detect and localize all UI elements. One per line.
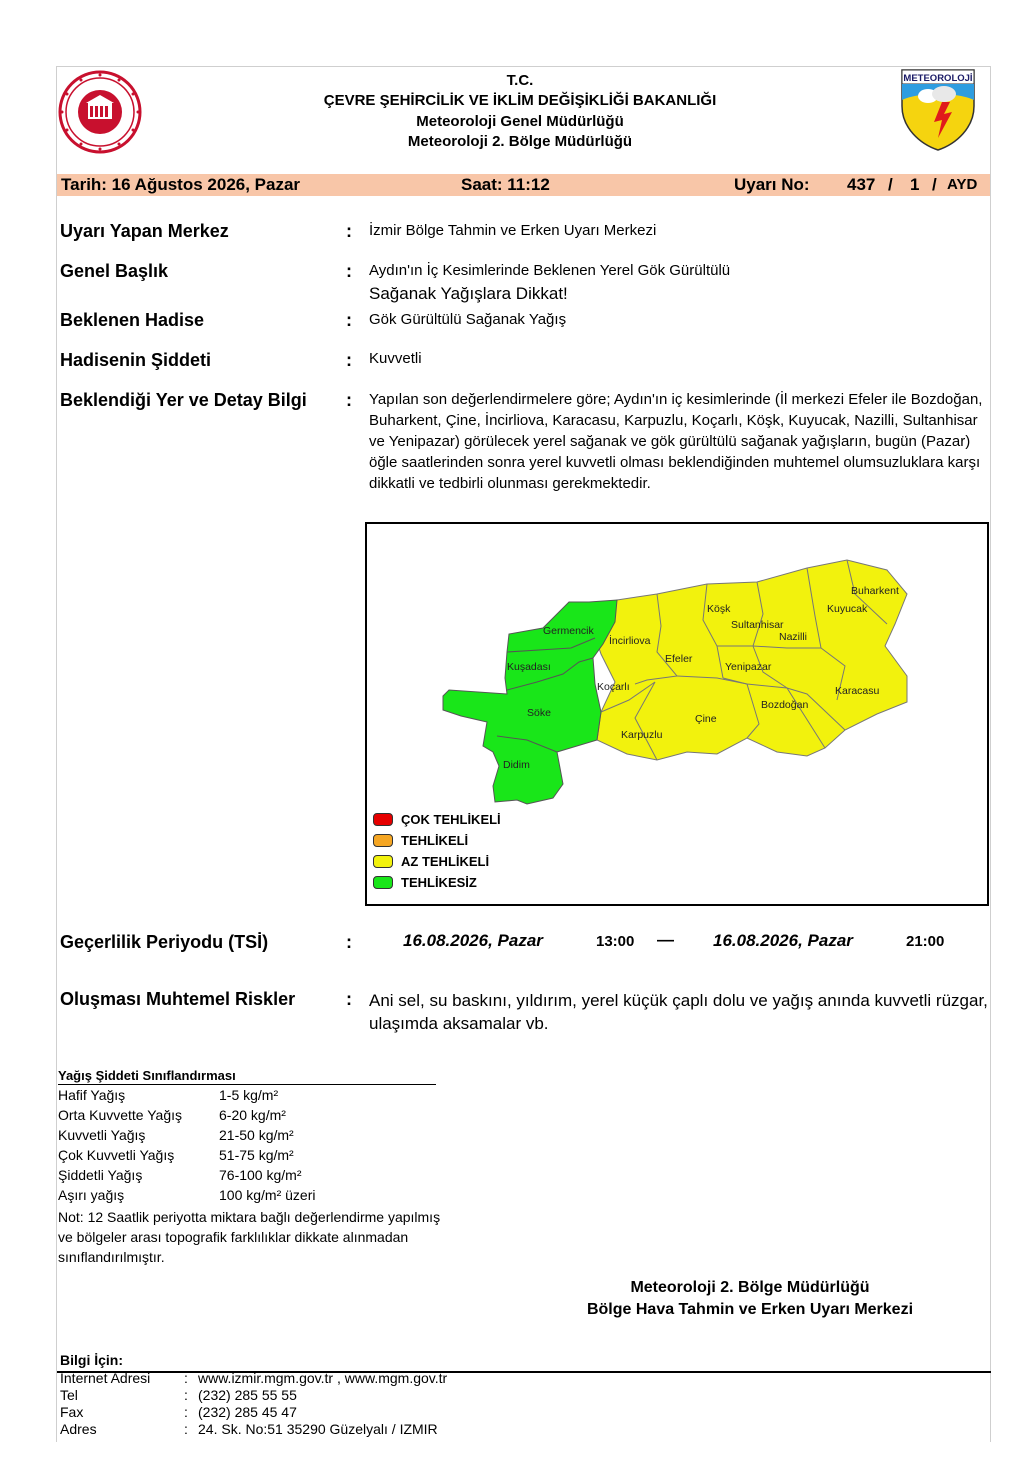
legend-label: TEHLİKELİ (401, 833, 469, 848)
header-directorate: Meteoroloji Genel Müdürlüğü (416, 113, 624, 130)
info-label: Internet Adresi (60, 1370, 151, 1386)
colon: : (346, 221, 352, 241)
district-incirliova: İncirliova (609, 635, 651, 647)
classification-name: Çok Kuvvetli Yağış (58, 1147, 175, 1163)
legend-no-danger (373, 875, 477, 890)
header-ministry: ÇEVRE ŞEHİRCİLİK VE İKLİM DEĞİŞİKLİĞİ BAKANLIĞI (323, 92, 717, 109)
meteoroloji-shield-logo (898, 66, 978, 152)
info-label: Tel (60, 1387, 78, 1403)
info-website[interactable]: www.izmir.mgm.gov.tr , www.mgm.gov.tr (198, 1370, 448, 1386)
warning-map (365, 522, 989, 906)
warning-no-label: Uyarı No: (734, 175, 810, 194)
validity-label: Geçerlilik Periyodu (TSİ) (60, 932, 269, 952)
district-karacasu: Karacasu (835, 685, 880, 697)
district-germencik: Germencik (543, 625, 594, 637)
colon: : (346, 390, 352, 410)
event-value: Gök Gürültülü Sağanak Yağış (369, 311, 567, 328)
page-frame-right (990, 66, 991, 1442)
info-address: 24. Sk. No:51 35290 Güzelyalı / IZMIR (198, 1421, 438, 1437)
info-colon: : (184, 1370, 188, 1386)
risks-label: Oluşması Muhtemel Riskler (60, 989, 296, 1009)
classification-name: Şiddetli Yağış (58, 1167, 143, 1183)
info-colon: : (184, 1421, 188, 1437)
legend-label: TEHLİKESİZ (401, 875, 477, 890)
legend-very-dangerous (373, 812, 501, 827)
district-didim: Didim (503, 759, 530, 771)
ministry-seal-logo (54, 70, 146, 154)
warning-number: 437 (847, 175, 876, 194)
classification-title: Yağış Şiddeti Sınıflandırması (58, 1068, 436, 1085)
district-buharkent: Buharkent (851, 585, 899, 597)
center-label: Uyarı Yapan Merkez (60, 221, 229, 241)
title-value-line1: Aydın'ın İç Kesimlerinde Beklenen Yerel Gök Gürültülü (369, 262, 731, 279)
district-soke: Söke (527, 707, 551, 719)
colon: : (346, 989, 352, 1009)
warning-code: AYD (947, 176, 978, 193)
classification-note: Not: 12 Saatlik periyotta miktara bağlı değerlendirme yapılmış ve bölgeler arası topografik farklılıklar dikkate alınmadan sınıflandırılmıştır. (58, 1209, 441, 1265)
event-label: Beklenen Hadise (60, 310, 205, 330)
info-fax: (232) 285 45 47 (198, 1404, 297, 1420)
legend-dangerous (373, 833, 468, 848)
classification-value: 1-5 kg/m² (219, 1087, 279, 1103)
header-tc: T.C. (506, 72, 534, 89)
severity-label: Hadisenin Şiddeti (60, 350, 212, 370)
district-cine: Çine (695, 713, 717, 725)
info-phone: (232) 285 55 55 (198, 1387, 297, 1403)
title-value-line2: Sağanak Yağışlara Dikkat! (369, 284, 568, 303)
district-kocarli: Koçarlı (597, 681, 630, 693)
district-bozdogan: Bozdoğan (761, 699, 809, 711)
severity-value: Kuvvetli (369, 350, 422, 367)
title-label: Genel Başlık (60, 261, 169, 281)
classification-value: 76-100 kg/m² (219, 1167, 302, 1183)
info-label: Adres (60, 1421, 97, 1437)
detail-label: Beklendiği Yer ve Detay Bilgi (60, 390, 307, 410)
colon: : (346, 932, 352, 952)
legend-swatch-orange (373, 834, 393, 847)
warning-separator: / (888, 175, 893, 194)
logo-text: METEOROLOJİ (903, 73, 973, 84)
info-title: Bilgi İçin: (60, 1352, 123, 1368)
district-yenipazar: Yenipazar (725, 661, 772, 673)
district-kosk: Köşk (707, 603, 731, 615)
header-regional: Meteoroloji 2. Bölge Müdürlüğü (407, 133, 633, 150)
warning-date: Tarih: 16 Ağustos 2026, Pazar (61, 175, 301, 194)
page-frame-left (56, 66, 57, 1442)
classification-name: Orta Kuvvette Yağış (58, 1107, 182, 1123)
signature-line2: Bölge Hava Tahmin ve Erken Uyarı Merkezi (586, 1301, 914, 1318)
legend-label: AZ TEHLİKELİ (401, 854, 490, 869)
classification-name: Hafif Yağış (58, 1087, 126, 1103)
warning-separator: / (932, 175, 937, 194)
signature-line1: Meteoroloji 2. Bölge Müdürlüğü (630, 1279, 870, 1296)
legend-label: ÇOK TEHLİKELİ (401, 812, 501, 827)
validity-start-time: 13:00 (596, 933, 635, 950)
classification-name: Aşırı yağış (58, 1187, 125, 1203)
district-sultanhisar: Sultanhisar (731, 619, 784, 631)
warning-sub-number: 1 (910, 175, 920, 194)
legend-swatch-green (373, 876, 393, 889)
center-value: İzmir Bölge Tahmin ve Erken Uyarı Merkezi (369, 222, 657, 239)
legend-low-danger (373, 854, 489, 869)
colon: : (346, 350, 352, 370)
district-efeler: Efeler (665, 653, 693, 665)
info-colon: : (184, 1404, 188, 1420)
page-frame-top (56, 66, 991, 67)
colon: : (346, 310, 352, 330)
classification-value: 21-50 kg/m² (219, 1127, 294, 1143)
validity-end-date: 16.08.2026, Pazar (713, 931, 853, 950)
classification-name: Kuvvetli Yağış (58, 1127, 146, 1143)
colon: : (346, 261, 352, 281)
info-colon: : (184, 1387, 188, 1403)
district-kusadasi: Kuşadası (507, 661, 551, 673)
district-nazilli: Nazilli (779, 631, 808, 643)
info-label: Fax (60, 1404, 84, 1420)
legend-swatch-red (373, 813, 393, 826)
warning-info-bar (57, 174, 990, 196)
validity-end-time: 21:00 (906, 933, 945, 950)
validity-start-date: 16.08.2026, Pazar (403, 931, 543, 950)
district-karpuzlu: Karpuzlu (621, 729, 663, 741)
classification-value: 51-75 kg/m² (219, 1147, 294, 1163)
classification-value: 6-20 kg/m² (219, 1107, 286, 1123)
district-kuyucak: Kuyucak (827, 603, 868, 615)
classification-value: 100 kg/m² üzeri (219, 1187, 316, 1203)
risks-value: Ani sel, su baskını, yıldırım, yerel küçük çaplı dolu ve yağış anında kuvvetli rüzgar, ulaşımda aksamalar vb. (369, 991, 988, 1033)
legend-swatch-yellow (373, 855, 393, 868)
detail-value: Yapılan son değerlendirmelere göre; Aydın'ın iç kesimlerinde (İl merkezi Efeler ile Bozdoğan, Buharkent, Çine, İncirliova, Karacasu, Karpuzlu, Koçarlı, Köşk, Kuyucak, Nazilli, Sultanhisar ve Yenipazar) görülecek yerel sağanak ve gök gürültülü sağanak yağışların, bugün (Pazar) öğle saatlerinden sonra yerel kuvvetli olması beklendiğinden muhtemel olumsuzluklara karşı dikkatli ve tedbirli olunması gerekmektedir. (369, 391, 983, 492)
validity-dash: — (657, 930, 674, 949)
warning-time: Saat: 11:12 (461, 175, 550, 194)
